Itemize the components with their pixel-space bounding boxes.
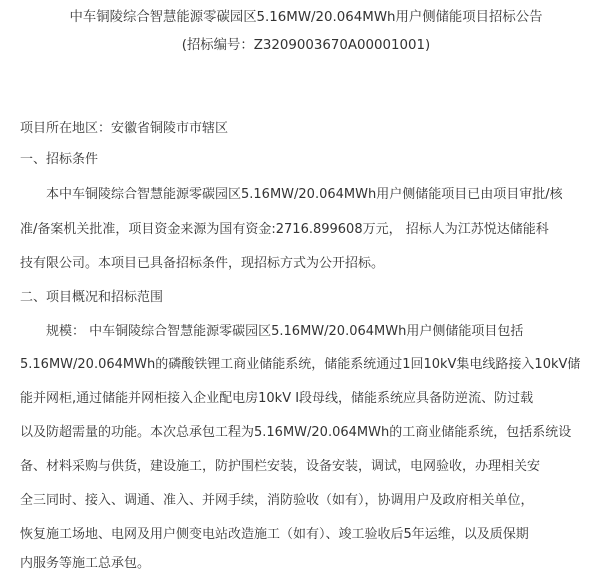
paragraph-line: 5.16MW/20.064MWh的磷酸铁锂工商业储能系统，储能系统通过1回10kV集电线路接入10kV储 bbox=[20, 357, 581, 372]
section-heading-project-overview: 二、项目概况和招标范围 bbox=[20, 290, 164, 305]
paragraph-line: 技有限公司。本项目已具备招标条件，现招标方式为公开招标。 bbox=[20, 256, 385, 271]
tender-number: (招标编号：Z3209003670A00001001) bbox=[181, 38, 431, 53]
section-heading-tender-conditions: 一、招标条件 bbox=[20, 152, 99, 167]
project-location: 项目所在地区：安徽省铜陵市市辖区 bbox=[20, 121, 229, 136]
paragraph-line: 以及防超需量的功能。本次总承包工程为5.16MW/20.064MWh的工商业储能系统，包括系统设 bbox=[20, 425, 572, 440]
paragraph-line: 全三同时、接入、调通、准入、并网手续，消防验收（如有），协调用户及政府相关单位， bbox=[20, 493, 534, 508]
paragraph-line: 备、材料采购与供货，建设施工，防护围栏安装，设备安装，调试，电网验收，办理相关安 bbox=[20, 459, 541, 474]
paragraph-line: 本中车铜陵综合智慧能源零碳园区5.16MW/20.064MWh用户侧储能项目已由项目审批/核 bbox=[46, 187, 563, 202]
paragraph-line: 恢复施工场地、电网及用户侧变电站改造施工（如有）、竣工验收后5年运维，以及质保期 bbox=[20, 527, 529, 542]
document-title: 中车铜陵综合智慧能源零碳园区5.16MW/20.064MWh用户侧储能项目招标公告 bbox=[69, 10, 543, 25]
paragraph-line: 规模： 中车铜陵综合智慧能源零碳园区5.16MW/20.064MWh用户侧储能项目包括 bbox=[46, 324, 524, 339]
paragraph-line: 准/备案机关批准，项目资金来源为国有资金:2716.899608万元， 招标人为江苏悦达储能科 bbox=[20, 222, 549, 237]
paragraph-line: 能并网柜,通过储能并网柜接入企业配电房10kV Ⅰ段母线，储能系统应具备防逆流、防过载 bbox=[20, 391, 534, 406]
paragraph-line: 内服务等施工总承包。 bbox=[20, 556, 151, 571]
